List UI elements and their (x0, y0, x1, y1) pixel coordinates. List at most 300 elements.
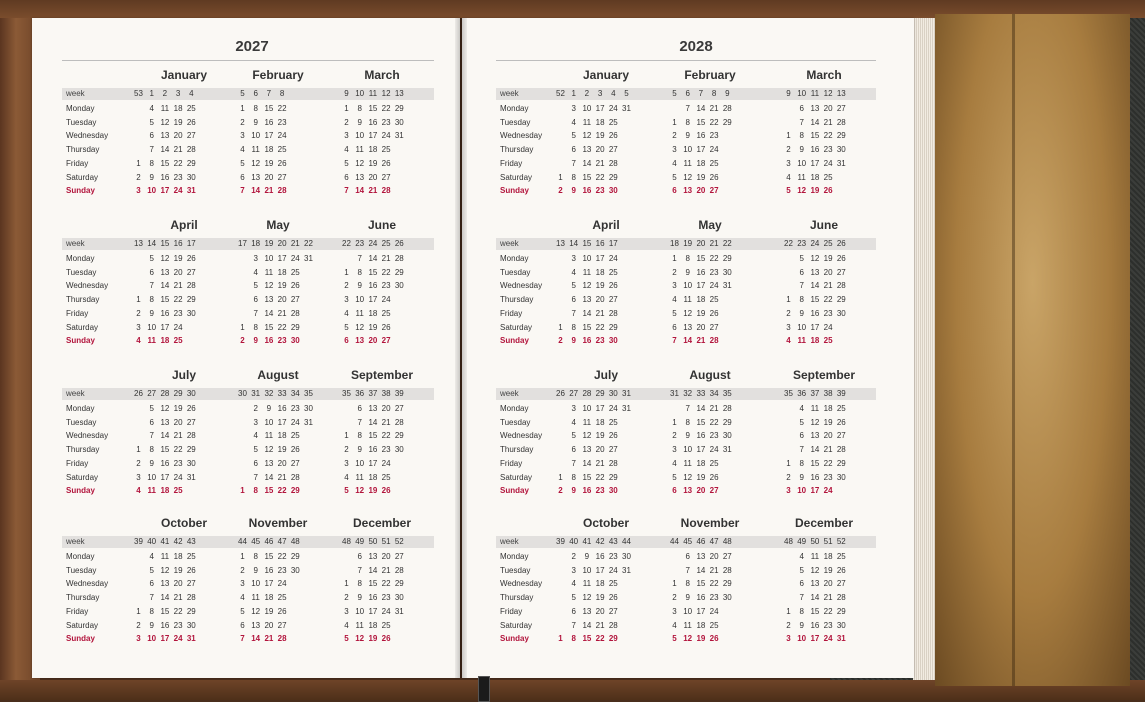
day-cell: 27 (186, 267, 196, 277)
day-cell: 20 (277, 458, 287, 468)
day-cell: 26 (381, 158, 391, 168)
day-cell: 6 (240, 620, 245, 630)
day-cell: 12 (251, 606, 261, 616)
day-cell: 25 (608, 417, 618, 427)
day-cell: 30 (722, 593, 732, 603)
week-number: 14 (147, 239, 157, 248)
day-cell: 21 (696, 336, 706, 346)
week-number: 39 (836, 389, 846, 398)
day-cell: 5 (149, 254, 154, 263)
day-cell: 9 (799, 308, 804, 318)
month-title-january: January (160, 68, 208, 82)
week-number: 37 (368, 389, 378, 398)
day-cell: 24 (709, 281, 719, 291)
day-cell: 30 (608, 486, 618, 496)
day-cell: 4 (571, 117, 576, 127)
day-cell: 24 (173, 634, 183, 644)
day-cell: 24 (277, 131, 287, 141)
day-cell: 14 (160, 145, 170, 155)
day-cell: 22 (277, 552, 287, 561)
day-cell: 15 (582, 634, 592, 644)
day-cell: 4 (672, 158, 677, 168)
day-cell: 13 (810, 431, 820, 441)
week-number: 22 (342, 239, 351, 248)
week-number: 13 (836, 89, 846, 98)
week-number: 26 (836, 239, 846, 248)
day-cell: 6 (240, 172, 245, 182)
day-cell: 28 (290, 308, 300, 318)
day-cell: 16 (810, 308, 820, 318)
weekday-label-tuesday: Tuesday (500, 267, 531, 277)
day-cell: 2 (240, 117, 245, 127)
day-cell: 9 (149, 308, 154, 318)
day-cell: 25 (173, 336, 183, 346)
weekday-label-tuesday: Tuesday (66, 565, 97, 575)
week-number: 36 (355, 389, 365, 398)
day-cell: 9 (799, 145, 804, 155)
day-cell: 7 (571, 308, 576, 318)
day-cell: 8 (685, 579, 690, 589)
day-cell: 12 (251, 158, 261, 168)
day-cell: 3 (571, 565, 576, 575)
day-cell: 9 (584, 552, 590, 561)
day-cell: 14 (810, 281, 820, 291)
day-cell: 2 (344, 445, 349, 455)
weekday-label-thursday: Thursday (66, 445, 100, 455)
day-cell: 27 (608, 145, 618, 155)
day-cell: 6 (799, 431, 804, 441)
day-cell: 11 (683, 295, 692, 305)
day-cell: 17 (810, 158, 820, 168)
week-number: 49 (797, 537, 807, 546)
day-cell: 17 (264, 579, 274, 589)
day-cell: 25 (186, 552, 196, 561)
week-number: 45 (683, 537, 693, 546)
week-number: 3 (597, 89, 603, 98)
day-cell: 28 (608, 158, 618, 168)
book-gutter (455, 18, 467, 678)
day-cell: 10 (683, 445, 693, 455)
day-cell: 18 (264, 145, 274, 155)
day-cell: 31 (394, 131, 404, 141)
day-cell: 5 (344, 486, 349, 496)
week-label: week (66, 239, 85, 248)
day-cell: 16 (160, 458, 170, 468)
day-cell: 20 (823, 431, 833, 441)
weekday-label-friday: Friday (66, 606, 89, 616)
day-cell: 24 (173, 472, 183, 482)
week-number: 47 (277, 537, 287, 546)
day-cell: 19 (823, 254, 833, 263)
day-cell: 9 (357, 445, 362, 455)
day-cell: 8 (253, 486, 258, 496)
day-cell: 1 (136, 158, 141, 168)
day-cell: 15 (696, 417, 706, 427)
bookmark-ribbon[interactable] (478, 676, 490, 702)
day-cell: 19 (595, 593, 605, 603)
day-cell: 3 (344, 606, 349, 616)
weekday-label-saturday: Saturday (500, 172, 533, 182)
week-label: week (500, 537, 519, 546)
weekday-label-wednesday: Wednesday (500, 431, 543, 441)
week-number: 21 (290, 239, 300, 248)
day-cell: 1 (786, 606, 791, 616)
day-cell: 30 (836, 472, 846, 482)
day-cell: 7 (253, 308, 258, 318)
day-cell: 15 (810, 458, 820, 468)
weekday-label-thursday: Thursday (66, 295, 100, 305)
day-cell: 4 (253, 431, 258, 441)
day-cell: 3 (786, 158, 791, 168)
day-cell: 10 (264, 417, 274, 427)
day-cell: 23 (381, 281, 391, 291)
day-cell: 30 (722, 431, 732, 441)
day-cell: 17 (160, 186, 170, 196)
day-cell: 19 (696, 172, 706, 182)
day-cell: 13 (696, 552, 706, 561)
day-cell: 13 (264, 458, 274, 468)
day-cell: 29 (186, 606, 196, 616)
day-cell: 26 (381, 322, 391, 332)
day-cell: 16 (582, 336, 592, 346)
week-number: 40 (147, 537, 157, 546)
day-cell: 1 (786, 295, 791, 305)
day-cell: 2 (136, 308, 141, 318)
day-cell: 20 (823, 579, 833, 589)
day-cell: 18 (810, 172, 820, 182)
day-cell: 22 (381, 104, 391, 113)
day-cell: 29 (290, 322, 300, 332)
day-cell: 23 (173, 620, 183, 630)
day-cell: 20 (173, 267, 183, 277)
day-cell: 16 (368, 281, 378, 291)
day-cell: 20 (173, 417, 183, 427)
weekday-label-wednesday: Wednesday (66, 579, 109, 589)
day-cell: 18 (696, 158, 706, 168)
day-cell: 22 (381, 579, 391, 589)
day-cell: 7 (685, 565, 690, 575)
month-title-may: May (698, 218, 722, 232)
day-cell: 14 (355, 186, 365, 196)
day-cell: 8 (357, 431, 362, 441)
day-cell: 8 (685, 117, 690, 127)
day-cell: 9 (357, 593, 362, 603)
week-number: 34 (290, 389, 300, 398)
day-cell: 12 (355, 634, 365, 644)
day-cell: 1 (344, 431, 349, 441)
day-cell: 24 (823, 322, 833, 332)
week-number: 26 (134, 389, 143, 398)
day-cell: 10 (582, 565, 592, 575)
weekday-label-monday: Monday (500, 404, 529, 413)
week-number: 47 (709, 537, 719, 546)
day-cell: 14 (368, 254, 378, 263)
day-cell: 9 (149, 172, 154, 182)
day-cell: 8 (253, 552, 258, 561)
day-cell: 13 (582, 445, 592, 455)
day-cell: 20 (264, 620, 274, 630)
day-cell: 19 (368, 158, 378, 168)
day-cell: 9 (149, 458, 154, 468)
day-cell: 3 (571, 254, 576, 263)
day-cell: 5 (672, 634, 677, 644)
day-cell: 7 (799, 445, 804, 455)
day-cell: 23 (608, 552, 618, 561)
day-cell: 17 (595, 404, 605, 413)
day-cell: 14 (582, 458, 592, 468)
month-title-june: June (809, 218, 838, 232)
day-cell: 5 (344, 634, 349, 644)
day-cell: 27 (186, 417, 196, 427)
day-cell: 11 (251, 593, 260, 603)
day-cell: 13 (160, 417, 170, 427)
day-cell: 22 (595, 322, 605, 332)
week-number: 35 (304, 389, 313, 398)
day-cell: 17 (810, 486, 820, 496)
day-cell: 21 (823, 445, 833, 455)
day-cell: 20 (381, 552, 391, 561)
month-title-september: September (792, 368, 856, 382)
day-cell: 7 (149, 281, 154, 291)
day-cell: 1 (672, 579, 677, 589)
day-cell: 14 (160, 593, 170, 603)
day-cell: 23 (290, 404, 300, 413)
weekday-label-saturday: Saturday (500, 472, 533, 482)
day-cell: 23 (381, 593, 391, 603)
week-number: 19 (264, 239, 274, 248)
day-cell: 30 (290, 336, 300, 346)
weekday-label-tuesday: Tuesday (500, 565, 531, 575)
day-cell: 12 (797, 186, 807, 196)
day-cell: 17 (696, 445, 706, 455)
day-cell: 24 (823, 158, 833, 168)
day-cell: 6 (253, 458, 258, 468)
day-cell: 10 (251, 579, 261, 589)
day-cell: 22 (823, 295, 833, 305)
day-cell: 21 (595, 620, 605, 630)
weekday-label-sunday: Sunday (66, 186, 95, 196)
day-cell: 26 (836, 565, 846, 575)
day-cell: 25 (608, 117, 618, 127)
weekday-label-tuesday: Tuesday (66, 267, 97, 277)
week-number: 35 (722, 389, 732, 398)
day-cell: 1 (240, 104, 245, 113)
day-cell: 18 (368, 620, 378, 630)
day-cell: 27 (836, 431, 846, 441)
day-cell: 15 (160, 606, 170, 616)
week-label: week (66, 389, 85, 398)
week-number: 50 (810, 537, 820, 546)
day-cell: 11 (160, 552, 170, 561)
day-cell: 20 (696, 322, 706, 332)
day-cell: 2 (672, 131, 677, 141)
week-number: 51 (823, 537, 833, 546)
week-number: 34 (709, 389, 719, 398)
week-number: 28 (582, 389, 592, 398)
day-cell: 4 (136, 486, 141, 496)
day-cell: 8 (571, 634, 576, 644)
day-cell: 12 (683, 308, 693, 318)
day-cell: 8 (149, 445, 154, 455)
day-cell: 11 (264, 431, 274, 441)
day-cell: 31 (186, 186, 196, 196)
day-cell: 1 (240, 322, 245, 332)
day-cell: 1 (558, 172, 563, 182)
day-cell: 22 (173, 606, 183, 616)
day-cell: 24 (608, 565, 618, 575)
day-cell: 30 (394, 117, 404, 127)
day-cell: 2 (253, 404, 258, 413)
day-cell: 6 (571, 606, 576, 616)
day-cell: 1 (344, 267, 349, 277)
week-number: 48 (342, 537, 351, 546)
day-cell: 1 (136, 295, 141, 305)
day-cell: 7 (799, 593, 804, 603)
day-cell: 29 (722, 254, 732, 263)
day-cell: 4 (571, 267, 576, 277)
day-cell: 11 (355, 145, 364, 155)
day-cell: 5 (799, 417, 804, 427)
day-cell: 26 (836, 254, 846, 263)
week-number: 39 (394, 389, 404, 398)
day-cell: 20 (823, 104, 833, 113)
week-label: week (500, 389, 519, 398)
day-cell: 10 (251, 131, 261, 141)
day-cell: 3 (786, 486, 791, 496)
day-cell: 23 (709, 431, 719, 441)
week-number: 35 (342, 389, 351, 398)
day-cell: 7 (672, 336, 677, 346)
day-cell: 18 (277, 431, 287, 441)
week-number: 9 (344, 89, 349, 98)
day-cell: 18 (696, 458, 706, 468)
day-cell: 5 (344, 158, 349, 168)
day-cell: 1 (672, 417, 677, 427)
weekday-label-saturday: Saturday (66, 472, 99, 482)
day-cell: 8 (685, 254, 690, 263)
day-cell: 27 (381, 336, 391, 346)
day-cell: 20 (368, 336, 378, 346)
weekday-label-tuesday: Tuesday (500, 417, 531, 427)
day-cell: 4 (672, 620, 677, 630)
week-label: week (500, 239, 519, 248)
day-cell: 10 (355, 131, 365, 141)
day-cell: 13 (368, 404, 378, 413)
day-cell: 26 (709, 172, 719, 182)
week-number: 17 (238, 239, 247, 248)
week-number: 17 (608, 239, 618, 248)
week-number: 45 (251, 537, 261, 546)
day-cell: 25 (381, 472, 391, 482)
day-cell: 12 (160, 565, 170, 575)
day-cell: 2 (136, 172, 141, 182)
day-cell: 4 (571, 417, 576, 427)
day-cell: 23 (595, 336, 605, 346)
day-cell: 21 (709, 104, 719, 113)
week-number: 1 (149, 89, 154, 98)
day-cell: 19 (173, 117, 183, 127)
day-cell: 4 (253, 267, 258, 277)
month-title-november: November (248, 516, 308, 530)
week-number: 53 (134, 89, 143, 98)
day-cell: 25 (290, 431, 300, 441)
weekday-label-thursday: Thursday (500, 593, 534, 603)
week-number: 15 (582, 239, 592, 248)
week-number: 9 (786, 89, 791, 98)
day-cell: 2 (558, 486, 563, 496)
week-number: 31 (622, 389, 631, 398)
day-cell: 4 (149, 104, 154, 113)
day-cell: 5 (571, 593, 576, 603)
day-cell: 1 (240, 486, 245, 496)
day-cell: 5 (149, 117, 154, 127)
week-number: 10 (797, 89, 807, 98)
day-cell: 26 (608, 431, 618, 441)
week-number: 29 (595, 389, 605, 398)
weekday-label-monday: Monday (500, 254, 529, 263)
day-cell: 17 (264, 131, 274, 141)
day-cell: 23 (277, 336, 287, 346)
day-cell: 21 (264, 634, 274, 644)
day-cell: 6 (672, 486, 677, 496)
day-cell: 24 (823, 634, 833, 644)
week-number: 33 (696, 389, 706, 398)
day-cell: 23 (381, 445, 391, 455)
day-cell: 18 (264, 593, 274, 603)
day-cell: 17 (160, 472, 170, 482)
day-cell: 14 (368, 565, 378, 575)
day-cell: 1 (136, 445, 141, 455)
day-cell: 26 (608, 131, 618, 141)
day-cell: 22 (823, 606, 833, 616)
day-cell: 16 (368, 117, 378, 127)
day-cell: 26 (709, 308, 719, 318)
month-title-april: April (592, 218, 620, 232)
day-cell: 2 (558, 186, 563, 196)
day-cell: 23 (823, 620, 833, 630)
day-cell: 5 (571, 431, 576, 441)
day-cell: 17 (595, 104, 605, 113)
day-cell: 25 (836, 404, 846, 413)
day-cell: 1 (344, 579, 349, 589)
weekday-label-monday: Monday (66, 254, 95, 263)
day-cell: 13 (368, 552, 378, 561)
day-cell: 19 (368, 486, 378, 496)
week-number: 5 (240, 89, 245, 98)
day-cell: 29 (290, 486, 300, 496)
day-cell: 29 (608, 172, 618, 182)
weekday-label-sunday: Sunday (500, 486, 529, 496)
day-cell: 6 (357, 552, 362, 561)
day-cell: 29 (394, 267, 404, 277)
day-cell: 9 (685, 431, 690, 441)
day-cell: 11 (582, 267, 592, 277)
day-cell: 3 (786, 322, 791, 332)
day-cell: 5 (799, 565, 804, 575)
day-cell: 22 (173, 295, 183, 305)
month-title-december: December (794, 516, 854, 530)
day-cell: 3 (786, 634, 791, 644)
day-cell: 28 (836, 445, 846, 455)
day-cell: 10 (147, 186, 157, 196)
week-number: 38 (823, 389, 833, 398)
day-cell: 12 (264, 281, 274, 291)
day-cell: 18 (696, 295, 706, 305)
day-cell: 27 (277, 172, 287, 182)
week-number: 30 (608, 389, 618, 398)
day-cell: 24 (709, 145, 719, 155)
day-cell: 9 (571, 336, 576, 346)
